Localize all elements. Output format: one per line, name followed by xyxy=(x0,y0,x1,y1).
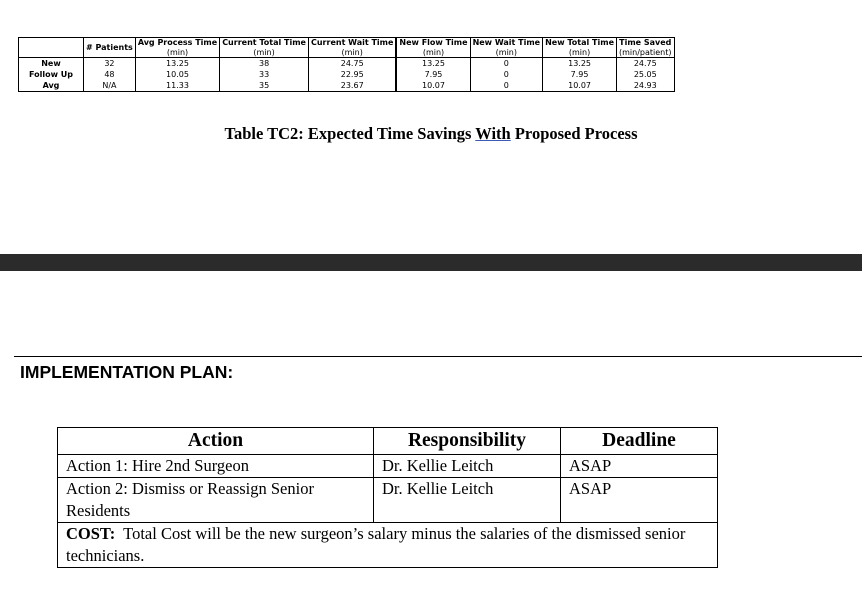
table-cell: 13.25 xyxy=(543,58,617,70)
row-label: New xyxy=(19,58,84,70)
table-cell: 32 xyxy=(84,58,136,70)
col-header: Current Total Time xyxy=(220,38,309,48)
cost-text: Total Cost will be the new surgeon’s salary minus the salaries of the dismissed senior technicians. xyxy=(66,524,686,565)
cost-label: COST: xyxy=(66,524,116,543)
section-heading: IMPLEMENTATION PLAN: xyxy=(20,362,234,382)
page-divider-bar xyxy=(0,254,862,271)
table-row xyxy=(19,58,675,70)
responsibility-cell: Dr. Kellie Leitch xyxy=(374,478,561,523)
table-cell: 10.07 xyxy=(543,80,617,92)
action-cell: Action 2: Dismiss or Reassign Senior Residents xyxy=(58,478,374,523)
table-cell: 13.25 xyxy=(396,58,470,70)
cost-row xyxy=(58,523,718,568)
deadline-cell: ASAP xyxy=(561,455,718,478)
deadline-cell: ASAP xyxy=(561,478,718,523)
horizontal-rule xyxy=(14,356,862,357)
cost-cell xyxy=(58,523,718,568)
table-cell: 7.95 xyxy=(396,69,470,80)
table-cell: 10.05 xyxy=(135,69,219,80)
caption-text-end: Proposed Process xyxy=(510,124,638,143)
table-row xyxy=(58,455,718,478)
row-label: Follow Up xyxy=(19,69,84,80)
unit-cell: (min) xyxy=(220,47,309,58)
unit-cell: (min) xyxy=(135,47,219,58)
col-header-action: Action xyxy=(58,428,374,455)
caption-text-start: Table TC2: Expected Time Savings xyxy=(224,124,476,143)
table-cell: 0 xyxy=(470,80,543,92)
col-header: New Total Time xyxy=(543,38,617,48)
table-cell: N/A xyxy=(84,80,136,92)
table-cell: 22.95 xyxy=(308,69,396,80)
table-cell: 33 xyxy=(220,69,309,80)
implementation-plan-table xyxy=(57,427,718,568)
action-cell: Action 1: Hire 2nd Surgeon xyxy=(58,455,374,478)
row-label: Avg xyxy=(19,80,84,92)
col-header-deadline: Deadline xyxy=(561,428,718,455)
table-row xyxy=(19,69,675,80)
col-header: Avg Process Time xyxy=(135,38,219,48)
corner-cell xyxy=(19,38,84,58)
unit-cell: (min) xyxy=(543,47,617,58)
caption-underlined-word: With xyxy=(475,124,511,143)
unit-cell: (min) xyxy=(396,47,470,58)
table-cell: 0 xyxy=(470,58,543,70)
col-header: # Patients xyxy=(84,38,136,58)
table-cell: 48 xyxy=(84,69,136,80)
col-header-responsibility: Responsibility xyxy=(374,428,561,455)
col-header: New Wait Time xyxy=(470,38,543,48)
col-header: New Flow Time xyxy=(396,38,470,48)
table-cell: 38 xyxy=(220,58,309,70)
table-cell: 0 xyxy=(470,69,543,80)
table-cell: 13.25 xyxy=(135,58,219,70)
table-cell: 11.33 xyxy=(135,80,219,92)
table-cell: 25.05 xyxy=(617,69,675,80)
col-header: Time Saved xyxy=(617,38,675,48)
table-cell: 24.93 xyxy=(617,80,675,92)
table-cell: 35 xyxy=(220,80,309,92)
table-cell: 10.07 xyxy=(396,80,470,92)
responsibility-cell: Dr. Kellie Leitch xyxy=(374,455,561,478)
table-cell: 23.67 xyxy=(308,80,396,92)
table-caption xyxy=(0,124,862,144)
table-cell: 24.75 xyxy=(308,58,396,70)
unit-cell: (min) xyxy=(308,47,396,58)
table-cell: 7.95 xyxy=(543,69,617,80)
table-cell: 24.75 xyxy=(617,58,675,70)
unit-cell: (min) xyxy=(470,47,543,58)
table-row xyxy=(58,478,718,523)
table-row xyxy=(19,80,675,92)
col-header: Current Wait Time xyxy=(308,38,396,48)
unit-cell: (min/patient) xyxy=(617,47,675,58)
time-savings-table xyxy=(18,37,675,92)
